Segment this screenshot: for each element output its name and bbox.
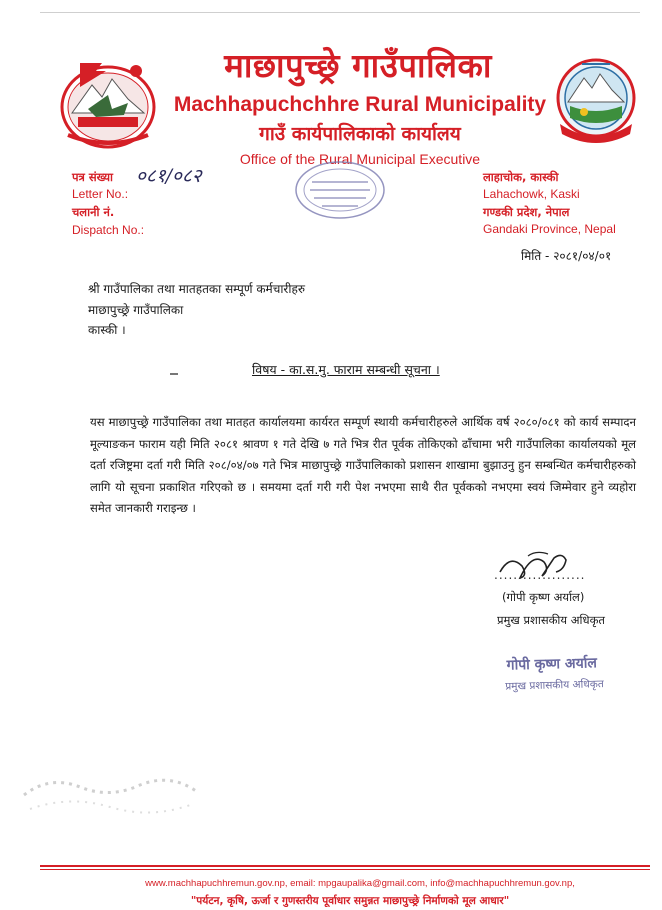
recipient-line1: श्री गाउँपालिका तथा मातहतका सम्पूर्ण कर्मचारीहरु [88,282,306,296]
signatory-name: (गोपी कृष्ण अर्याल) [502,590,585,604]
office-title-english: Office of the Rural Municipal Executive [239,151,481,167]
office-round-stamp [292,160,388,222]
dispatch-no-label-nepali: चलानी नं. [72,205,115,219]
footer-rule [40,865,650,867]
scan-smudge [20,765,200,825]
nepal-emblem-icon [58,55,158,151]
notice-body: यस माछापुच्छ्रे गाउँपालिका तथा मातहत कार्यालयमा कार्यरत सम्पूर्ण स्थायी कर्मचारीहरुले आर्थिक वर्ष २०८०/०८१ को कार्य सम्पादन मूल्याङकन फाराम यही मिति २०८१ श्रावण १ गते देखि ७ गते भित्र रीत पूर्वक तोकिएको ढाँचामा भरी गाउँपालिका कार्यालयको मूल दर्ता रजिष्ट्रमा दर्ता गरी मिति २०८/०४/०७ गते भित्र माछापुच्छ्रे गाउँपालिकाको प्रशासन शाखामा बुझाउनु हुन सम्बन्धित कर्मचारीहरुको लागि यो सूचना प्रकाशित गरिएको छ । समयमा दर्ता गरी गरी पेश नभएमा साथै रीत पूर्वकको नभएमा स्वयं जिम्मेवार हुने व्यहोरा समेत जानकारी गराइन्छ । [90,415,636,516]
recipient-line3: कास्की । [88,323,126,337]
signature-dotted-line: ................... [494,568,586,582]
footer-slogan: "पर्यटन, कृषि, ऊर्जा र गुणस्तरीय पूर्वाधार समुन्नत माछापुच्छ्रे निर्माणको मूल आधार" [190,895,510,907]
subject-line: विषय - का.स.मु. फाराम सम्बन्धी सूचना । [252,362,440,377]
municipality-title-nepali: माछापुच्छ्रे गाउँपालिका [224,46,492,85]
footer-contact: www.machhapuchhremun.gov.np, email: mpgaupalika@gmail.com, info@machhapuchhremun.gov.np, [145,878,575,889]
address-line2-english: Gandaki Province, Nepal [483,222,616,236]
letter-no-label-english: Letter No.: [72,187,129,201]
address-line1-english: Lahachowk, Kaski [483,187,580,201]
letter-date: मिति - २०८१/०४/०१ [521,249,612,263]
address-line2-nepali: गण्डकी प्रदेश, नेपाल [483,205,570,219]
letter-no-value: ०८१/०८२ [136,165,202,187]
signatory-name-stamp [502,650,636,701]
stamp-name-text: गोपी कृष्ण अर्याल [506,655,598,674]
signatory-title: प्रमुख प्रशासकीय अधिकृत [497,613,605,627]
dispatch-no-label-english: Dispatch No.: [72,223,145,237]
letter-no-label-nepali: पत्र संख्या [72,170,114,184]
municipality-title-english: Machhapuchchhre Rural Municipality [173,93,547,116]
recipient-line2: माछापुच्छ्रे गाउँपालिका [88,303,184,317]
stamp-title-text: प्रमुख प्रशासकीय अधिकृत [505,678,604,693]
top-border-line [40,12,640,13]
address-line1-nepali: लाहाचोक, कास्की [483,170,559,184]
scan-mark [170,373,178,375]
footer-rule-thin [40,869,650,870]
office-title-nepali: गाउँ कार्यपालिकाको कार्यालय [259,123,461,145]
